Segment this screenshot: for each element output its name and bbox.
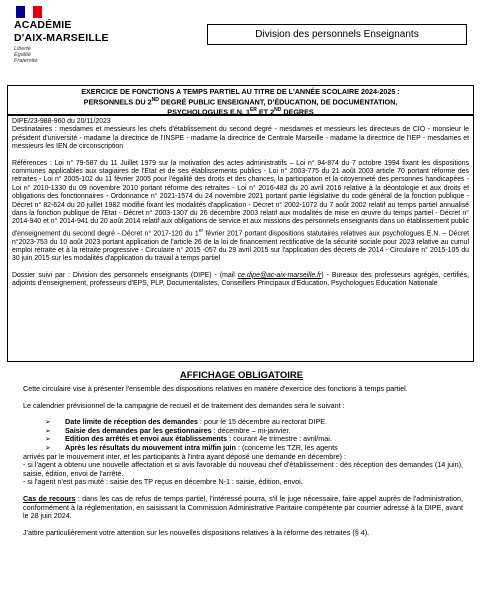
academy-logo bbox=[14, 6, 124, 64]
arrow-bullet-icon: ➢ bbox=[44, 434, 51, 444]
contact-email-link[interactable]: ce.dipe@ac-aix-marseille.fr bbox=[237, 271, 322, 279]
recipients: Destinataires : mesdames et messieurs les chefs d'établissement du second degré - mesdames et messieurs les directeurs de CIO - monsieur le président d'université - madame la directrice de l'INSPE - madame la directrice de Centrale Marseille - madame la directrice de l'IEP - mesdames et messieurs les IEN de circonscription bbox=[12, 126, 469, 151]
calendar-item: ➢ Edition des arrêtés et envoi aux établissements : courant 4e trimestre : avril/mai. bbox=[23, 435, 463, 444]
mandatory-display-heading: AFFICHAGE OBLIGATOIRE bbox=[179, 370, 304, 381]
circular-body bbox=[23, 385, 463, 537]
calendar-item-continuation: arrivés par le mouvement inter, et les participants à l'intra ayant déposé une demande en décembre) : bbox=[23, 451, 346, 461]
calendar-intro: Le calendrier prévisionnel de la campagne de recueil et de traitement des demandes sera le suivant : bbox=[23, 400, 345, 410]
calendar-subitem: - si l'agent n'est pas muté : saisie des TP reçus en décembre N-1 : saisie, édition, envoi. bbox=[23, 477, 303, 487]
attention-paragraph: J'attire particulièrement votre attention sur les nouvelles dispositions relatives à la réforme des retraites (§ 4). bbox=[23, 527, 370, 537]
division-label: Division des personnels Enseignants bbox=[207, 24, 467, 45]
legal-references: Références : Loi n° 79-587 du 11 Juillet 1979 sur la motivation des actes administratifs – Loi n° 94-874 du 7 octobre 1994 fixant les dispositions communes applicables aux stagiaires de l'Etat et de ses établissements publics - Loi n° 2003-775 du 21 août 2003 article 70 portant réforme des retraites - Loi n° 2005-102 du 11 février 2005 pour l'égalité des droits et des chances, la participation et la citoyenneté des personnes handicapées - Loi n° 2010-1330 du 09 novembre 2010 portant réforme des retraites - Loi n° 2016-483 du 20 avril 2016 relative à la déontologie et aux droits et obligations des fonctionnaires - Ordonnance n° 2021-1574 du 24 novembre 2021 portant partie législative du code général de la fonction publique - Décret n° 82-624 du 20 juillet 1982 modifié fixant les modalités d'application - Décret n° 2002-1072 du 7 août 2002 relatif au temps partiel annualisé dans la fonction publique de l'Etat - Décret n° 2003-1307 du 26 décembre 2003 relatif aux modalités de mise en œuvre du temps partiel - Décret n° 2014-940 et n° 2014-941 du 20 août 2014 relatif aux obligations de service et aux missions des personnels enseignants dans un établissement public d'enseignement du second degré - Décret n° 2017-120 du 1er février 2017 portant dispositions statutaires relatives aux psychologues E.N. – Décret n°2023-753 du 10 août 2023 portant application de l'article 26 de la loi de financement rectificative de la sécurité sociale pour 2023 relative au cumul emploi retraite et à la retraite progressive - Circulaire n° 2015 -057 du 29 avril 2015 sur l'application des décrets de 2014 - Circulaire n° 2015-105 du 30 juin 2015 sur les modalités d'application du travail à temps partiel bbox=[12, 159, 469, 263]
calendar-subitem: - si l'agent a obtenu une nouvelle affectation et si avis favorable du nouveau chef d'établissement : dès réception des demandes (14 juin), saisie, édition, envoi de l'arrêté. bbox=[23, 460, 463, 478]
reference-number: DIPE/23-988-960 du 20/11/2023 bbox=[12, 118, 111, 125]
academy-name-line1: ACADÉMIE bbox=[14, 19, 72, 31]
calendar-item: ➢ Après les résultats du mouvement intra mi/fin juin : (concerne les TZR, les agents bbox=[23, 444, 463, 453]
arrow-bullet-icon: ➢ bbox=[44, 417, 51, 427]
calendar-item: ➢ Saisie des demandes par les gestionnaires : décembre – mi-janvier. bbox=[23, 427, 463, 436]
circular-info-box bbox=[7, 115, 474, 362]
appeal-paragraph: Cas de recours : dans les cas de refus de temps partiel, l'intéressé pourra, s'il le juge nécessaire, faire appel auprès de l'administration, conformément à la réglementation, en saisissant la Commission Administrative Paritaire compétente par courrier adressé à la DIPE, avant le 28 juin 2024. bbox=[23, 493, 464, 521]
intro-paragraph: Cette circulaire vise à présenter l'ensemble des dispositions relatives en matière d'exercice des fonctions à temps partiel. bbox=[23, 384, 408, 393]
arrow-bullet-icon: ➢ bbox=[44, 442, 51, 452]
academy-name-line2: D'AIX-MARSEILLE bbox=[14, 32, 109, 44]
document-title: EXERCICE DE FONCTIONS A TEMPS PARTIEL AU TITRE DE L'ANNÉE SCOLAIRE 2024-2025 : PERSONNELS DU 2ND DEGRÉ PUBLIC ENSEIGNANT, D'ÉDUCATION, DE DOCUMENTATION, PSYCHOLOGUES E.N. 1ER ET 2ND DEGRES bbox=[7, 85, 474, 115]
arrow-bullet-icon: ➢ bbox=[44, 425, 51, 435]
republic-motto: Liberté Égalité Fraternité bbox=[14, 46, 38, 64]
calendar-item: ➢ Date limite de réception des demandes : pour le 15 décembre au rectorat DIPE. bbox=[23, 418, 463, 427]
followed-by: Dossier suivi par : Division des personnels enseignants (DIPE) - (mail ce.dipe@ac-aix-marseille.fr) - Bureaux des professeurs agrégés, certifiés, adjoints d'enseignement, professeurs d'EPS, PLP, Documentalistes, Conseillers Principaux d'Education, Psychologues Education Nationale bbox=[12, 271, 470, 288]
page-header bbox=[0, 0, 483, 80]
french-flag-icon bbox=[16, 6, 42, 18]
